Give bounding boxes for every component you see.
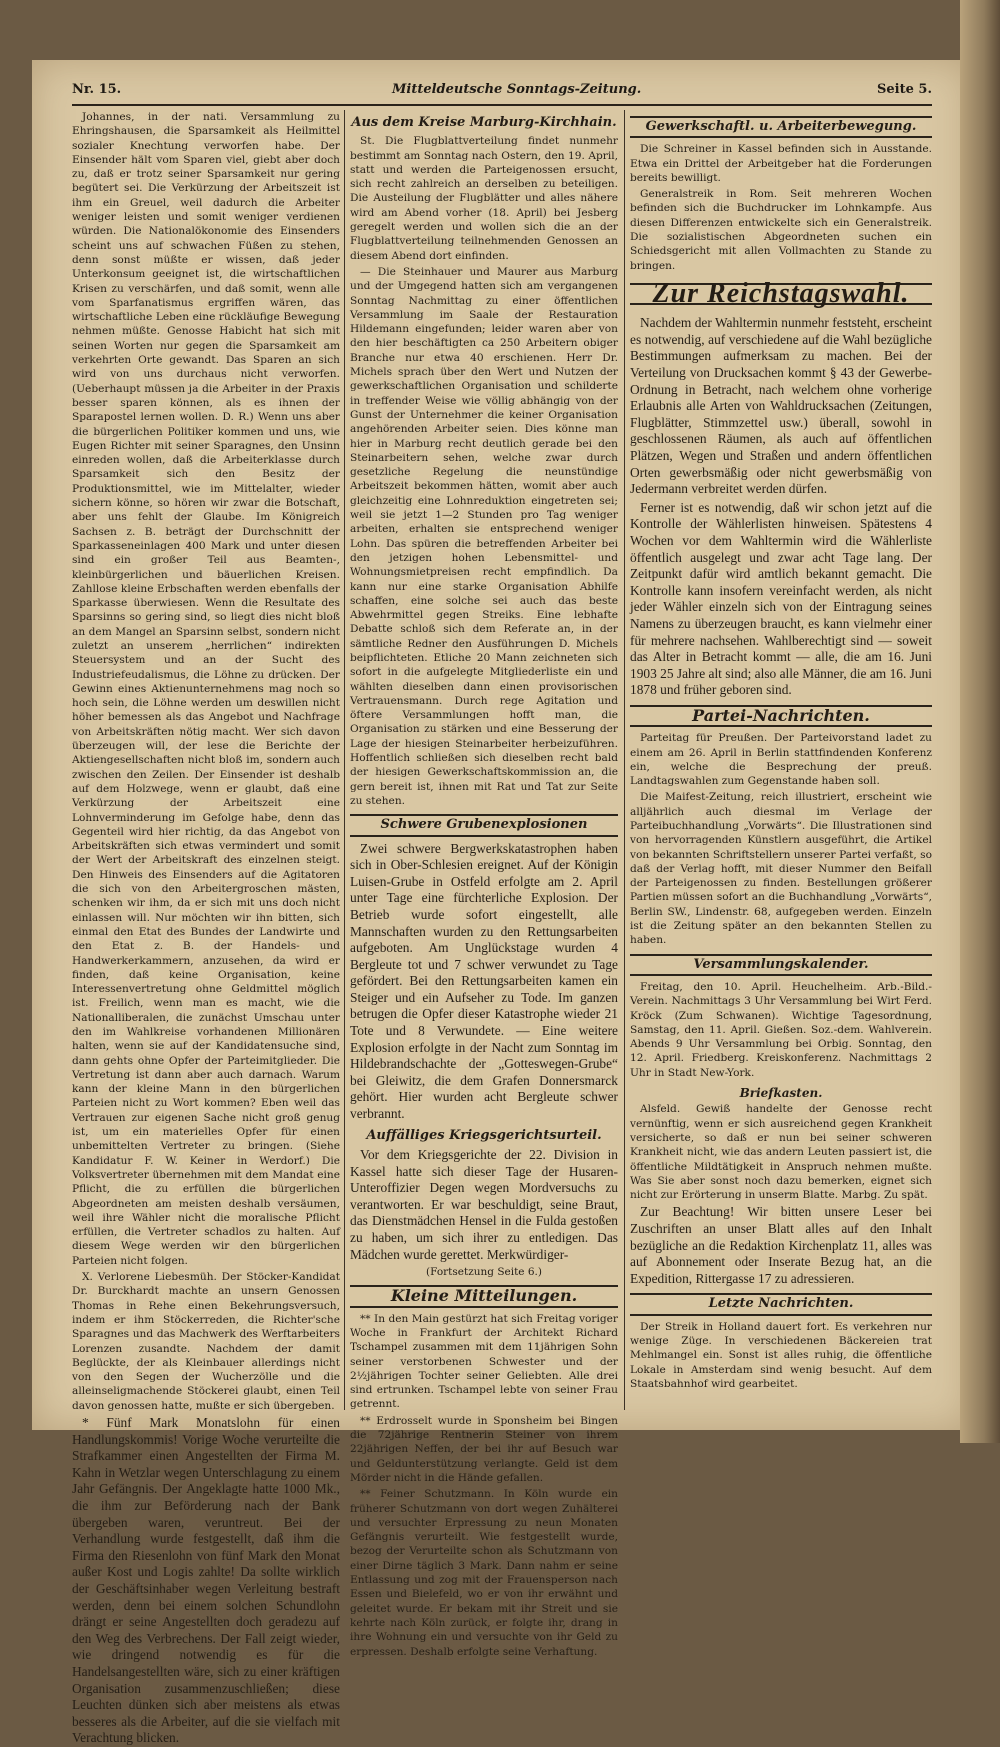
article-holland: Der Streik in Holland dauert fort. Es verkehren nur wenige Züge. In verschiedenen Bäckereien trat Mehlmangel ein. Sonst ist alles ruhig, die öffentliche Lokale in Amsterdam sind wenig besucht. Auf dem Staatsbahnhof wird gearbeitet. <box>630 1320 932 1390</box>
article-grubenexplosionen: Zwei schwere Bergwerkskatastrophen haben sich in Ober-Schlesien ereignet. Auf der Königin Luisen-Grube in Ostfeld erfolgte am 2. April unter Tage eine fürchterliche Explosion. Der Betrieb wurde sofort eingestellt, alle Mannschaften wurden zu den Rettungsarbeiten aufgeboten. Am Unglückstage wurden 4 Bergleute tot und 7 schwer verwundet zu Tage gefördert. Bei den Rettungsarbeiten kamen ein Steiger und ein Aufseher zu Tode. Im ganzen betrugen die Opfer dieser Katastrophe wieder 21 Tote und 8 Verwundete. — Eine weitere Explosion erfolgte in der Nacht zum Sonntag im Hildebrandschachte der „Gotteswegen-Grube“ bei Gleiwitz, die dem Grafen Donnersmarck gehört. Hier wurden acht Bergleute schwer verbrannt. <box>350 840 618 1122</box>
article-beachtung: Zur Beachtung! Wir bitten unsere Leser bei Zuschriften an unser Blatt alles auf den Inhalt bezügliche an die Redaktion Kirchenplatz 11, alles was auf Abonnement oder Inserate Bezug hat, an die Expedition, Rittergasse 17 zu adressieren. <box>630 1204 932 1286</box>
newspaper-title: Mitteldeutsche Sonntags-Zeitung. <box>392 82 642 97</box>
page-header <box>72 82 932 104</box>
article-main: ** In den Main gestürzt hat sich Freitag voriger Woche in Frankfurt der Architekt Richard Tschampel zusammen mit dem 11jährigen Sohn seiner verstorbenen Schwester und der 2½jährigen Tochter seiner Geliebten. Alle drei sind ertrunken. Tschampel lebte von seiner Frau getrennt. <box>350 1312 618 1411</box>
column-divider-1 <box>344 110 345 1410</box>
heading-grubenexplosionen: Schwere Grubenexplosionen <box>350 814 618 836</box>
article-schutzmann: ** Feiner Schutzmann. In Köln wurde ein früherer Schutzmann von dort wegen Zuhälterei und versuchter Erpressung zu neun Monaten Gefängnis verurteilt. Wie festgestellt wurde, bezog der Verurteilte schon als Schutzmann von einer Dirne täglich 3 Mark. Dann nahm er seine Entlassung und zog mit der Frauensperson nach Essen und Bielefeld, wo er von ihr erwähnt und geleitet wurde. Er bekam mit ihr Streit und sie kehrte nach Köln zurück, er folgte ihr, drang in ihre Wohnung ein und versuchte von ihr Geld zu erpressen. Deshalb erfolgte seine Verhaftung. <box>350 1488 618 1658</box>
header-rule <box>72 104 932 106</box>
heading-versammlungskalender: Versammlungskalender. <box>630 954 932 976</box>
article-sparsamkeit: Johannes, in der nati. Versammlung zu Ehringshausen, die Sparsamkeit als Heilmittel sozialer Knechtung verworfen habe. Der Einsender hält vom Sparen viel, giebt aber doch zu, daß er trotz seiner Sparsamkeit nur gering begütert sei. Die Verkürzung der Arbeitszeit ist ihm ein Greuel, weil dadurch die Arbeiter weniger leisten und somit weniger verdienen würden. Die Nationalökonomie des Einsenders scheint uns auf schwachen Füßen zu stehen, denn sonst müßte er wissen, daß jeder Unterkonsum geeignet ist, die wirtschaftlichen Krisen zu verschärfen, und daß somit, wenn alle vom Sparfanatismus ergriffen wären, das wirtschaftliche Leben eine rückläufige Bewegung nehmen müßte. Genosse Habicht hat sich mit seinen Worten nur gegen die Sparsamkeit am verkehrten Orte gewandt. Das Sparen an sich wird von uns durchaus nicht verworfen. (Ueberhaupt müssen ja die Arbeiter in der Praxis besser sparen können, als es ihnen der Sparapostel lernen wollen. D. R.) Wenn uns aber die bürgerlichen Politiker kommen und uns, wie Eugen Richter mit seiner Sparagnes, den Unsinn einreden wollen, daß die Arbeiterklasse durch Sparsamkeit sich den Besitz der Produktionsmittel, wie im Mittelalter, wieder sichern könne, so hören wir zwar die Botschaft, aber uns fehlt der Glaube. Im Königreich Sachsen z. B. beträgt der Durchschnitt der Sparkasseneinlagen 400 Mark und unter diesen sind ein großer Teil aus Beamten-, kleinbürgerlichen und bäuerlichen Kreisen. Zahllose kleine Erbschaften werden ebenfalls der Sparkasse überwiesen. Wenn die Resultate des Sparsinns so gering sind, so liegt dies nicht bloß an dem Mangel an Sparsinn selbst, sondern nicht zuletzt an unserem „herrlichen“ indirekten Steuersystem und an der Sucht des Industriefeudalismus, die Löhne zu drücken. Der Gewinn eines Aktienunternehmens mag noch so hoch sein, die Löhne werden um deswillen nicht höher bemessen als das Angebot und Nachfrage von Arbeitskräften nötig macht. Wer sich davon überzeugen will, der lese die Berichte der Aktiengesellschaften nicht bloß im, sondern auch zwischen den Zeilen. Der Einsender ist deshalb auf dem Holzwege, wenn er glaubt, daß eine Verkürzung der Arbeitszeit eine Lohnverminderung im Gefolge habe, denn das Gegenteil wird hier richtig, da das Angebot von Arbeitskräften sich etwas vermindert und somit der Wert der Arbeitskraft des einzelnen steigt. Den Hinweis des Einsenders auf die Agitatoren die sich von den Arbeitergroschen mästen, schenken wir ihm, da er sich mit uns doch nicht einlassen will. Nur möchten wir ihn bitten, sich einmal den Etat des Bundes der Landwirte und den Etat z. B. der Handels- und Handwerkerkammern, anzusehen, da wird er finden, daß keine Organisation, keine Interessenvertretung ohne Geldmittel möglich ist. Freilich, wenn man es macht, wie die Nationalliberalen, die zunächst Umschau unter den im Wahlkreise vorhandenen Millionären halten, wenn sie auf der Kandidatensuche sind, dann gehts ohne Opfer der Parteimitglieder. Die Vertretung ist dann aber auch darnach. Warum kann der kleine Mann in den bürgerlichen Parteien nicht zu Wort kommen? Eben weil das Vertrauen zur eigenen Sache nicht groß genug ist, um ein materielles Opfer für einen unbemittelten Vertreter zu bringen. (Siehe Kandidatur F. W. Keiner in Werdorf.) Die Volksvertreter übernehmen mit dem Mandat eine Pflicht, die zu erfüllen die bürgerlichen Abgeordneten am meisten deshalb versäumen, weil ihre Wähler nicht die moralische Pflicht erfüllen, die Vertreter schadlos zu halten. Auf diesem Wege werden wir den bürgerlichen Parteien nicht folgen. <box>72 111 340 1267</box>
article-wahl-2: Ferner ist es notwendig, daß wir schon jetzt auf die Kontrolle der Wählerlisten hinweisen. Spätestens 4 Wochen vor dem Wahltermin wird die Wählerliste öffentlich ausgelegt und zwar acht Tage lang. Der Zeitpunkt dafür wird amtlich bekannt gemacht. Die Kontrolle kann insofern vereinfacht werden, als nicht jeder Wähler einzeln sich von der Eintragung seines Namens zu überzeugen braucht, es kann vielmehr einer für mehrere nachsehen. Wahlberechtigt sind — soweit das Alter in Betracht kommt — alle, die am 16. Juni 1903 25 Jahre alt sind; also alle Männer, die am 16. Juni 1878 und früher geboren sind. <box>630 499 932 698</box>
article-rom: Generalstreik in Rom. Seit mehreren Wochen befinden sich die Buchdrucker im Lohnkampfe. Aus diesen Differenzen entwickelte sich ein Generalstreik. Die sozialistischen Abgeordneten suchen ein Schiedsgericht mit allen Vollmachten zu Stande zu bringen. <box>630 188 932 272</box>
article-fuenf-mark: * Fünf Mark Monatslohn für einen Handlungskommis! Vorige Woche verurteilte die Strafkammer einen Angestellten der Firma M. Kahn in Wetzlar wegen Unterschlagung zu einem Jahr Gefängnis. Der Angeklagte hatte 1000 Mk., die ihm zur Beförderung nach der Bank übergeben waren, veruntreut. Bei der Verhandlung wurde festgestellt, daß ihm die Firma den Riesenlohn von fünf Mark den Monat außer Kost und Logis zahlte! Da sollte wirklich der Geschäftsinhaber wegen Verleitung bestraft werden, denn bei einem solchen Schundlohn drängt er seine Angestellten doch geradezu auf den Weg des Verbrechens. Der Fall zeigt wieder, wie dringend notwendig es für die Handelsangestellten wäre, sich zu einer kräftigen Organisation zusammenzuschließen; diese Leuchten dünken sich aber meistens als etwas besseres als die Arbeiter, auf die sie vielfach mit Verachtung blicken. <box>72 1415 340 1746</box>
column-1 <box>72 110 340 1746</box>
article-erdrosselt: ** Erdrosselt wurde in Sponsheim bei Bingen die 72jährige Rentnerin Steiner von ihrem 22jährigen Neffen, der bei ihr auf Besuch war und Geldunterstützung verlangte. Geld ist dem Mörder nicht in die Hände gefallen. <box>350 1414 618 1484</box>
article-maifest: Die Maifest-Zeitung, reich illustriert, erscheint wie alljährlich auch diesmal im Verlage der Parteibuchhandlung „Vorwärts“. Die Illustrationen sind von hervorragenden Künstlern ausgeführt, die Artikel von bekannten Schriftstellern unserer Partei verfaßt, so daß der Verlag hofft, mit dieser Nummer den Beifall der Parteigenossen zu finden. Bestellungen größerer Partien müssen sofort an die Buchhandlung „Vorwärts“, Berlin SW., Lindenstr. 68, aufgegeben werden. Einzeln ist die Zeitung später an den bekannten Stellen zu haben. <box>630 791 932 947</box>
page-number: Seite 5. <box>877 82 932 97</box>
article-schreiner: Die Schreiner in Kassel befinden sich in Ausstande. Etwa ein Drittel der Arbeitgeber hat die Forderungen bereits bewilligt. <box>630 143 932 184</box>
column-3 <box>630 110 932 1420</box>
heading-briefkasten: Briefkasten. <box>739 1086 823 1101</box>
heading-marburg: Aus dem Kreise Marburg-Kirchhain. <box>351 115 617 130</box>
issue-number: Nr. 15. <box>72 82 122 97</box>
article-wahl-1: Nachdem der Wahltermin nunmehr feststeht, erscheint es notwendig, auf verschiedene auf die Wahl bezügliche Bestimmungen aufmerksam zu machen. Bei der Verteilung von Drucksachen kommt § 43 der Gewerbe-Ordnung in Betracht, nach welchem ohne vorherige Erlaubnis alle Arten von Wahldrucksachen (Zeitungen, Flugblätter, Stimmzettel usw.) überall, sowohl in geschlossenen Räumen, als auch auf öffentlichen Plätzen, Wegen und Straßen und andern öffentlichen Orten gewerbsmäßig oder nicht gewerbsmäßig von Jedermann verbreitet werden dürfen. <box>630 315 932 497</box>
article-verlorene-liebesmueh: X. Verlorene Liebesmüh. Der Stöcker-Kandidat Dr. Burckhardt machte an unsern Genossen Thomas in Rehe einen Bekehrungsversuch, indem er ihm Stöckerreden, die Richter'sche Sparagnes und das Machwerk des Werftarbeiters Lorenzen zusandte. Nachdem der damit Beglückte, der als Kleinbauer allerdings nicht von den Segen der Wucherzölle und die alleinseligmachende Stöckerei glaubt, einen Teil davon genossen hatte, mußte er sich übergeben. <box>72 1271 340 1412</box>
heading-gewerkschaft: Gewerkschaftl. u. Arbeiterbewegung. <box>630 116 932 138</box>
column-divider-2 <box>624 110 625 1410</box>
heading-reichstagswahl: Zur Reichstagswahl. <box>630 283 932 305</box>
heading-kriegsgericht: Auffälliges Kriegsgerichtsurteil. <box>366 1127 602 1143</box>
heading-letzte-nachrichten: Letzte Nachrichten. <box>630 1293 932 1315</box>
article-flugblatt: St. Die Flugblattverteilung findet nunmehr bestimmt am Sonntag nach Ostern, den 19. April, statt und werden die Parteigenossen ersucht, sich recht zahlreich an derselben zu beteiligen. Die Austeilung der Flugblätter und alles nähere wird am Abend vorher (18. April) bei Jesberg geregelt werden und wollen sich die an der Flugblattverteilung teilnehmenden Genossen an diesem Abend dort einfinden. <box>350 135 618 262</box>
article-steinhauer: — Die Steinhauer und Maurer aus Marburg und der Umgegend hatten sich am vergangenen Sonntag Nachmittag zu einer öffentlichen Versammlung im Saale der Restauration Hildemann eingefunden; leider waren aber von den hier beschäftigten ca 250 Arbeitern obiger Branche nur etwa 40 erschienen. Herr Dr. Michels sprach über den Wert und Nutzen der gewerkschaftlichen Organisation und schilderte in treffender Weise wie völlig abhängig von der Gunst der Unternehmer die keiner Organisation angehörenden Arbeiter seien. Dies könne man hier in Marburg recht deutlich gerade bei den Steinarbeitern sehen, welche zwar durch gesetzliche Regelung die neunstündige Arbeitszeit bekommen hätten, womit aber auch gleichzeitig eine Lohnreduktion eingetreten sei; weil sie jetzt 1—2 Stunden pro Tag weniger arbeiten, erhalten sie entsprechend weniger Lohn. Das spüren die betreffenden Arbeiter bei den jetzigen hohen Lebensmittel- und Wohnungsmietpreisen recht empfindlich. Da kann nur eine starke Organisation Abhilfe schaffen, eine solche sei auch das beste Abwehrmittel gegen Streiks. Eine lebhafte Debatte schloß sich dem Referate an, in der sämtliche Redner den Ausführungen D. Michels beipflichteten. Etliche 20 Mann zeichneten sich sofort in die aufgelegte Mitgliederliste ein und wählten dieselben dann einen provisorischen Vertrauensmann. Durch rege Agitation und öftere Versammlungen hofft man, die Organisation zu stärken und eine Besserung der Lage der hiesigen Steinarbeiter herbeizuführen. Hoffentlich schließen sich dieselben recht bald der hiesigen Gewerkschaftskommission an, die gern bereit ist, ihnen mit Rat und Tat zur Seite zu stehen. <box>350 265 618 807</box>
heading-partei-nachrichten: Partei-Nachrichten. <box>630 705 932 727</box>
continuation-note: (Fortsetzung Seite 6.) <box>426 1266 542 1279</box>
column-2 <box>350 110 618 1658</box>
article-parteitag: Parteitag für Preußen. Der Parteivorstand ladet zu einem am 26. April in Berlin stattfindenden Konferenz ein, welche die Besprechung der preuß. Landtagswahlen zum Gegenstande haben soll. <box>630 732 932 788</box>
page-content <box>32 60 970 1746</box>
article-kalender: Freitag, den 10. April. Heuchelheim. Arb.-Bild.-Verein. Nachmittags 3 Uhr Versammlung bei Wirt Ferd. Kröck (Zum Schwanen). Wichtige Tagesordnung, Samstag, den 11. April. Gießen. Soz.-dem. Wahlverein. Abends 9 Uhr Versammlung bei Orbig. Sonntag, den 12. April. Friedberg. Kreiskonferenz. Nachmittags 2 Uhr in Stadt New-York. <box>630 980 932 1079</box>
heading-kleine-mitteilungen: Kleine Mitteilungen. <box>350 1285 618 1307</box>
article-kriegsgericht: Vor dem Kriegsgerichte der 22. Division in Kassel hatte sich dieser Tage der Husaren-Unteroffizier Degen wegen Mordversuchs zu verantworten. Er war beschuldigt, seine Braut, das Dienstmädchen Hensel in die Fulda gestoßen zu haben, um sich ihrer zu entledigen. Das Mädchen wurde gerettet. Merkwürdiger- <box>350 1146 618 1262</box>
article-briefkasten: Alsfeld. Gewiß handelte der Genosse recht vernünftig, wenn er sich ausreichend gegen Krankheit versicherte, so daß er nun bei seiner schweren Krankheit nicht, wie das andern Leuten passiert ist, die öffentliche Mildtätigkeit in Anspruch nehmen mußte. Was Sie aber sonst noch dazu bemerken, eignet sich nicht zur Erörterung in unserm Blatte. Marbg. Zu spät. <box>630 1103 932 1202</box>
